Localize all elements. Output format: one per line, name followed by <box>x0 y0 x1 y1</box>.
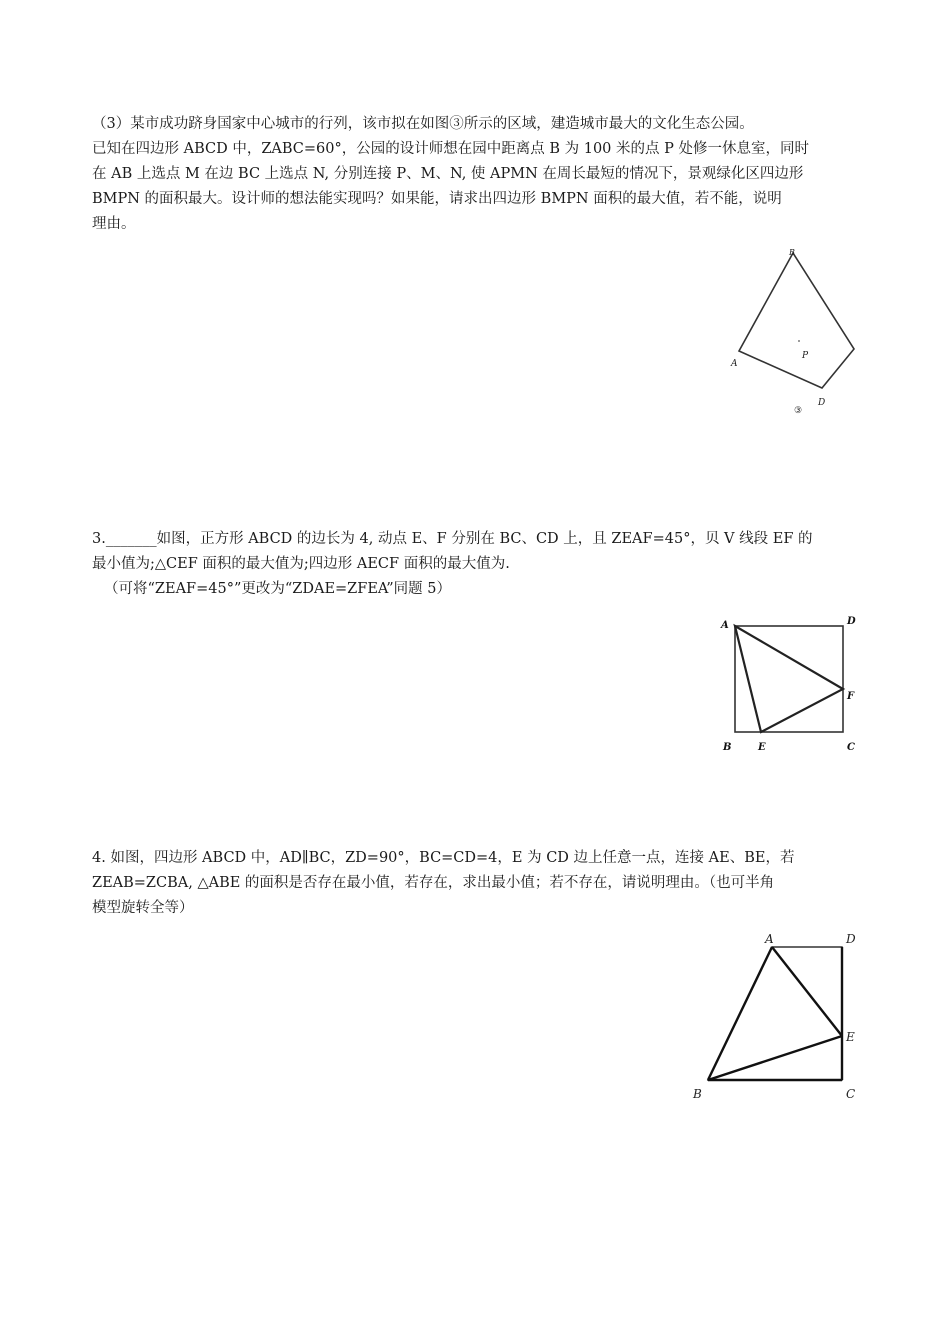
problem-3-text <box>92 527 862 602</box>
label-d: D <box>818 398 826 408</box>
figure-caption: ③ <box>794 406 803 416</box>
label-e: E <box>846 1030 855 1044</box>
text-line: （可将“ZEAF=45°”更改为“ZDAE=ZFEA”同题 5） <box>104 581 451 597</box>
text-line: 在 AB 上选点 M 在边 BC 上选点 N, 分别连接 P、M、N, 使 APMN 在周长最短的情况下，景观绿化区四边形 <box>92 166 804 182</box>
segment-be <box>708 1036 842 1080</box>
figure-trapezoid-abcd <box>690 930 865 1105</box>
label-c: C <box>847 742 855 753</box>
text-line: 理由。 <box>92 216 136 232</box>
text-line: （3）某市成功跻身国家中心城市的行列，该市拟在如图③所示的区域，建造城市最大的文化生态公园。 <box>92 116 754 132</box>
label-d: D <box>846 932 856 946</box>
text-line: ZEAB=ZCBA, △ABE 的面积是否存在最小值，若存在，求出最小值；若不存在，请说明理由。（也可半角 <box>92 875 775 891</box>
trapezoid-shape <box>708 947 842 1080</box>
label-e: E <box>758 742 766 753</box>
figure-square-abcd <box>715 612 865 757</box>
triangle-aef <box>735 626 843 732</box>
text-line: 已知在四边形 ABCD 中，ZABC=60°，公园的设计师想在园中距离点 B 为 100 米的点 P 处修一休息室，同时 <box>92 141 809 157</box>
text-line: 模型旋转全等） <box>92 900 194 916</box>
text-line: 最小值为;△CEF 面积的最大值为;四边形 AECF 面积的最大值为. <box>92 556 510 572</box>
label-b: B <box>723 742 732 753</box>
point-p-dot <box>798 340 800 342</box>
label-f: F <box>847 691 855 702</box>
label-p: P <box>802 351 809 361</box>
segment-ab <box>708 947 772 1080</box>
problem-4-text <box>92 846 862 921</box>
quadrilateral-shape <box>739 253 854 388</box>
label-d: D <box>847 616 856 627</box>
label-c: C <box>846 1087 856 1101</box>
label-b: B <box>693 1087 702 1101</box>
text-line: 3._______如图，正方形 ABCD 的边长为 4, 动点 E、F 分别在 BC、CD 上，且 ZEAF=45°，贝 V 线段 EF 的 <box>92 531 813 547</box>
label-b: B <box>789 248 795 257</box>
text-line: 4. 如图，四边形 ABCD 中，AD∥BC，ZD=90°，BC=CD=4，E 为 CD 边上任意一点，连接 AE、BE，若 <box>92 850 795 866</box>
label-a: A <box>765 932 774 946</box>
segment-ae <box>772 947 842 1036</box>
label-a: A <box>721 620 729 631</box>
text-line: BMPN 的面积最大。设计师的想法能实现吗？如果能，请求出四边形 BMPN 面积的最大值，若不能，说明 <box>92 191 782 207</box>
label-a: A <box>731 359 738 369</box>
problem-3-part-3-text <box>92 112 862 237</box>
figure-quadrilateral-abcd-park <box>725 245 865 420</box>
